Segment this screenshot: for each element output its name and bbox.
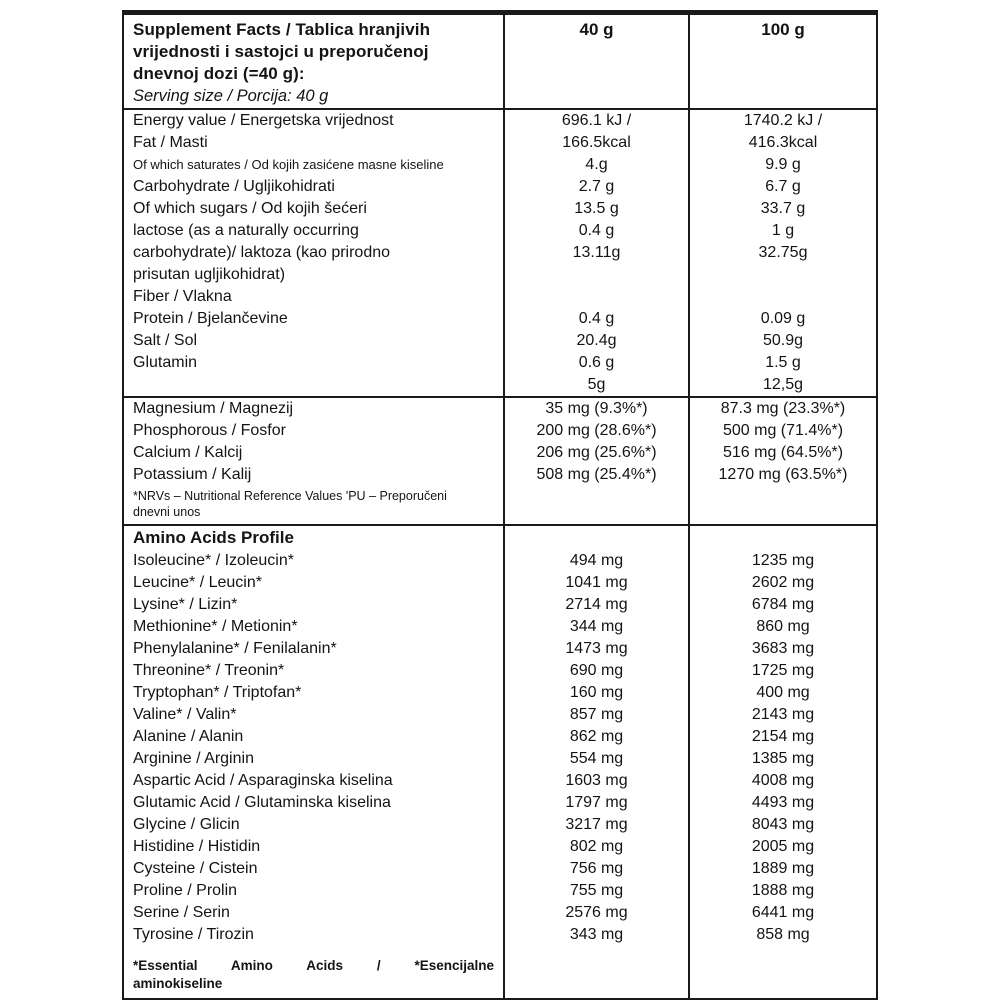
amino-acids-section xyxy=(124,526,876,998)
table-title-line: dnevnoj dozi (=40 g): xyxy=(133,64,305,83)
essential-footnote-line: *Essential Amino Acids / *Esencijalne xyxy=(133,958,494,973)
nutrient-label: lactose (as a naturally occurring xyxy=(133,222,359,239)
empty-cell xyxy=(503,526,688,550)
amino-row xyxy=(124,880,876,902)
empty-cell xyxy=(124,946,503,955)
serving-size-label: Serving size / Porcija: 40 g xyxy=(133,87,329,105)
mineral-value-100g: 87.3 mg (23.3%*) xyxy=(688,398,876,420)
mineral-value-100g: 500 mg (71.4%*) xyxy=(688,420,876,442)
amino-label: Threonine* / Treonin* xyxy=(133,662,285,679)
table-title-line: vrijednosti i sastojci u preporučenoj xyxy=(133,42,429,61)
amino-value-100g: 1725 mg xyxy=(688,660,876,682)
nutrients-section xyxy=(124,110,876,398)
amino-value-100g: 858 mg xyxy=(688,924,876,946)
nutrient-label: prisutan ugljikohidrat) xyxy=(133,266,286,283)
mineral-value-100g: 516 mg (64.5%*) xyxy=(688,442,876,464)
header-row xyxy=(124,15,876,108)
nutrient-value-40g: 5g xyxy=(503,374,688,396)
amino-acids-title-row xyxy=(124,526,876,550)
amino-label: Lysine* / Lizin* xyxy=(133,596,238,613)
amino-value-40g: 690 mg xyxy=(503,660,688,682)
nutrient-label: Fat / Masti xyxy=(133,134,208,151)
amino-label: Serine / Serin xyxy=(133,904,230,921)
empty-cell xyxy=(503,946,688,955)
amino-label: Valine* / Valin* xyxy=(133,706,237,723)
nutrient-value-100g: 33.7 g xyxy=(688,198,876,220)
nutrient-label: Salt / Sol xyxy=(133,332,198,349)
amino-value-40g: 1603 mg xyxy=(503,770,688,792)
nrv-footnote-row xyxy=(124,486,876,524)
nutrient-label: Fiber / Vlakna xyxy=(133,288,232,305)
amino-label: Aspartic Acid / Asparaginska kiselina xyxy=(133,772,393,789)
amino-label: Tyrosine / Tirozin xyxy=(133,926,254,943)
amino-value-40g: 494 mg xyxy=(503,550,688,572)
nutrient-value-100g: 1 g xyxy=(688,220,876,242)
column-header-40g: 40 g xyxy=(503,15,688,108)
amino-row xyxy=(124,616,876,638)
amino-row xyxy=(124,902,876,924)
amino-row xyxy=(124,924,876,946)
amino-row xyxy=(124,770,876,792)
table-title-line: Supplement Facts / Tablica hranjivih xyxy=(133,20,431,39)
nutrient-row xyxy=(124,242,876,264)
amino-value-40g: 857 mg xyxy=(503,704,688,726)
amino-value-100g: 1235 mg xyxy=(688,550,876,572)
amino-value-100g: 8043 mg xyxy=(688,814,876,836)
amino-value-100g: 6784 mg xyxy=(688,594,876,616)
nutrient-value-100g xyxy=(688,286,876,308)
essential-amino-footnote xyxy=(124,955,503,998)
amino-value-40g: 1041 mg xyxy=(503,572,688,594)
nutrient-row xyxy=(124,264,876,286)
nutrient-label: Protein / Bjelančevine xyxy=(133,310,288,327)
nutrient-value-40g: 13.11g xyxy=(503,242,688,264)
nrv-footnote xyxy=(124,486,503,524)
amino-value-40g: 2576 mg xyxy=(503,902,688,924)
amino-value-100g: 860 mg xyxy=(688,616,876,638)
nutrient-label: carbohydrate)/ laktoza (kao prirodno xyxy=(133,244,391,261)
amino-row xyxy=(124,572,876,594)
amino-row xyxy=(124,550,876,572)
nutrient-row xyxy=(124,286,876,308)
amino-label: Leucine* / Leucin* xyxy=(133,574,262,591)
amino-value-40g: 343 mg xyxy=(503,924,688,946)
minerals-section xyxy=(124,398,876,526)
nutrient-label: Of which sugars / Od kojih šećeri xyxy=(133,200,367,217)
nutrient-row xyxy=(124,198,876,220)
nutrient-row xyxy=(124,374,876,396)
nutrient-value-40g: 166.5kcal xyxy=(503,132,688,154)
nutrient-value-40g: 2.7 g xyxy=(503,176,688,198)
amino-label: Alanine / Alanin xyxy=(133,728,244,745)
amino-value-40g: 160 mg xyxy=(503,682,688,704)
supplement-facts-table xyxy=(122,10,878,1000)
nutrient-value-100g: 9.9 g xyxy=(688,154,876,176)
mineral-row xyxy=(124,420,876,442)
amino-label: Tryptophan* / Triptofan* xyxy=(133,684,302,701)
amino-value-40g: 2714 mg xyxy=(503,594,688,616)
mineral-value-40g: 508 mg (25.4%*) xyxy=(503,464,688,486)
table-title-block xyxy=(124,15,503,108)
amino-value-100g: 2143 mg xyxy=(688,704,876,726)
mineral-value-40g: 35 mg (9.3%*) xyxy=(503,398,688,420)
nutrient-row xyxy=(124,220,876,242)
nutrient-value-100g: 50.9g xyxy=(688,330,876,352)
nutrient-row xyxy=(124,110,876,132)
amino-value-40g: 3217 mg xyxy=(503,814,688,836)
nutrient-value-100g: 0.09 g xyxy=(688,308,876,330)
empty-cell xyxy=(688,946,876,955)
amino-row xyxy=(124,836,876,858)
amino-label: Arginine / Arginin xyxy=(133,750,254,767)
essential-footnote-line: aminokiseline xyxy=(133,976,223,991)
nutrient-value-40g xyxy=(503,264,688,286)
amino-value-40g: 554 mg xyxy=(503,748,688,770)
amino-label: Histidine / Histidin xyxy=(133,838,261,855)
empty-cell xyxy=(503,486,688,524)
mineral-row xyxy=(124,442,876,464)
mineral-label: Phosphorous / Fosfor xyxy=(133,422,286,439)
amino-value-100g: 2154 mg xyxy=(688,726,876,748)
nutrient-label: Energy value / Energetska vrijednost xyxy=(133,112,394,129)
amino-label: Phenylalanine* / Fenilalanin* xyxy=(133,640,337,657)
amino-value-40g: 1797 mg xyxy=(503,792,688,814)
mineral-value-40g: 200 mg (28.6%*) xyxy=(503,420,688,442)
amino-value-40g: 862 mg xyxy=(503,726,688,748)
nutrient-value-40g: 4.g xyxy=(503,154,688,176)
amino-value-100g: 3683 mg xyxy=(688,638,876,660)
amino-row xyxy=(124,682,876,704)
nutrient-label: Glutamin xyxy=(133,354,198,371)
amino-label: Glycine / Glicin xyxy=(133,816,240,833)
nutrient-value-40g: 0.4 g xyxy=(503,220,688,242)
amino-value-40g: 756 mg xyxy=(503,858,688,880)
nutrient-row xyxy=(124,154,876,176)
amino-row xyxy=(124,660,876,682)
mineral-row xyxy=(124,398,876,420)
empty-cell xyxy=(503,955,688,998)
amino-value-40g: 802 mg xyxy=(503,836,688,858)
nutrient-value-100g: 416.3kcal xyxy=(688,132,876,154)
nutrient-value-100g xyxy=(688,264,876,286)
amino-label: Proline / Prolin xyxy=(133,882,238,899)
amino-value-100g: 2005 mg xyxy=(688,836,876,858)
mineral-row xyxy=(124,464,876,486)
amino-label: Cysteine / Cistein xyxy=(133,860,258,877)
nutrient-value-100g: 6.7 g xyxy=(688,176,876,198)
table-header-section xyxy=(124,15,876,110)
empty-cell xyxy=(688,526,876,550)
mineral-label: Magnesium / Magnezij xyxy=(133,400,294,417)
nutrient-value-40g: 20.4g xyxy=(503,330,688,352)
nutrient-value-100g: 1.5 g xyxy=(688,352,876,374)
mineral-label: Calcium / Kalcij xyxy=(133,444,243,461)
amino-label: Methionine* / Metionin* xyxy=(133,618,298,635)
mineral-value-100g: 1270 mg (63.5%*) xyxy=(688,464,876,486)
mineral-value-40g: 206 mg (25.6%*) xyxy=(503,442,688,464)
nutrient-value-40g: 0.4 g xyxy=(503,308,688,330)
amino-row xyxy=(124,858,876,880)
nutrient-label: Carbohydrate / Ugljikohidrati xyxy=(133,178,335,195)
nutrient-row xyxy=(124,330,876,352)
nutrient-row xyxy=(124,176,876,198)
amino-value-100g: 4008 mg xyxy=(688,770,876,792)
nutrient-value-40g: 696.1 kJ / xyxy=(503,110,688,132)
amino-value-100g: 6441 mg xyxy=(688,902,876,924)
amino-value-100g: 1889 mg xyxy=(688,858,876,880)
amino-row xyxy=(124,704,876,726)
nutrient-row xyxy=(124,132,876,154)
column-header-100g: 100 g xyxy=(688,15,876,108)
amino-value-100g: 4493 mg xyxy=(688,792,876,814)
empty-cell xyxy=(688,955,876,998)
nutrient-label: Of which saturates / Od kojih zasićene masne kiseline xyxy=(133,157,444,172)
essential-footnote-row xyxy=(124,955,876,998)
nutrient-value-40g: 13.5 g xyxy=(503,198,688,220)
amino-row xyxy=(124,638,876,660)
amino-row xyxy=(124,748,876,770)
amino-row xyxy=(124,792,876,814)
amino-value-100g: 1888 mg xyxy=(688,880,876,902)
nutrient-row xyxy=(124,308,876,330)
amino-row xyxy=(124,726,876,748)
amino-row xyxy=(124,814,876,836)
nrv-footnote-line: *NRVs – Nutritional Reference Values 'PU – Preporučeni xyxy=(133,489,447,503)
nutrient-label xyxy=(124,374,503,396)
empty-cell xyxy=(688,486,876,524)
amino-label: Isoleucine* / Izoleucin* xyxy=(133,552,294,569)
nrv-footnote-line: dnevni unos xyxy=(133,505,201,519)
amino-value-40g: 1473 mg xyxy=(503,638,688,660)
nutrient-row xyxy=(124,352,876,374)
amino-value-100g: 400 mg xyxy=(688,682,876,704)
nutrient-value-40g: 0.6 g xyxy=(503,352,688,374)
nutrient-value-100g: 32.75g xyxy=(688,242,876,264)
nutrient-value-100g: 1740.2 kJ / xyxy=(688,110,876,132)
spacer-row xyxy=(124,946,876,955)
amino-acids-title: Amino Acids Profile xyxy=(133,528,294,547)
amino-value-40g: 344 mg xyxy=(503,616,688,638)
amino-value-40g: 755 mg xyxy=(503,880,688,902)
mineral-label: Potassium / Kalij xyxy=(133,466,252,483)
amino-label: Glutamic Acid / Glutaminska kiselina xyxy=(133,794,391,811)
amino-row xyxy=(124,594,876,616)
nutrient-value-100g: 12,5g xyxy=(688,374,876,396)
amino-value-100g: 2602 mg xyxy=(688,572,876,594)
nutrient-value-40g xyxy=(503,286,688,308)
amino-value-100g: 1385 mg xyxy=(688,748,876,770)
